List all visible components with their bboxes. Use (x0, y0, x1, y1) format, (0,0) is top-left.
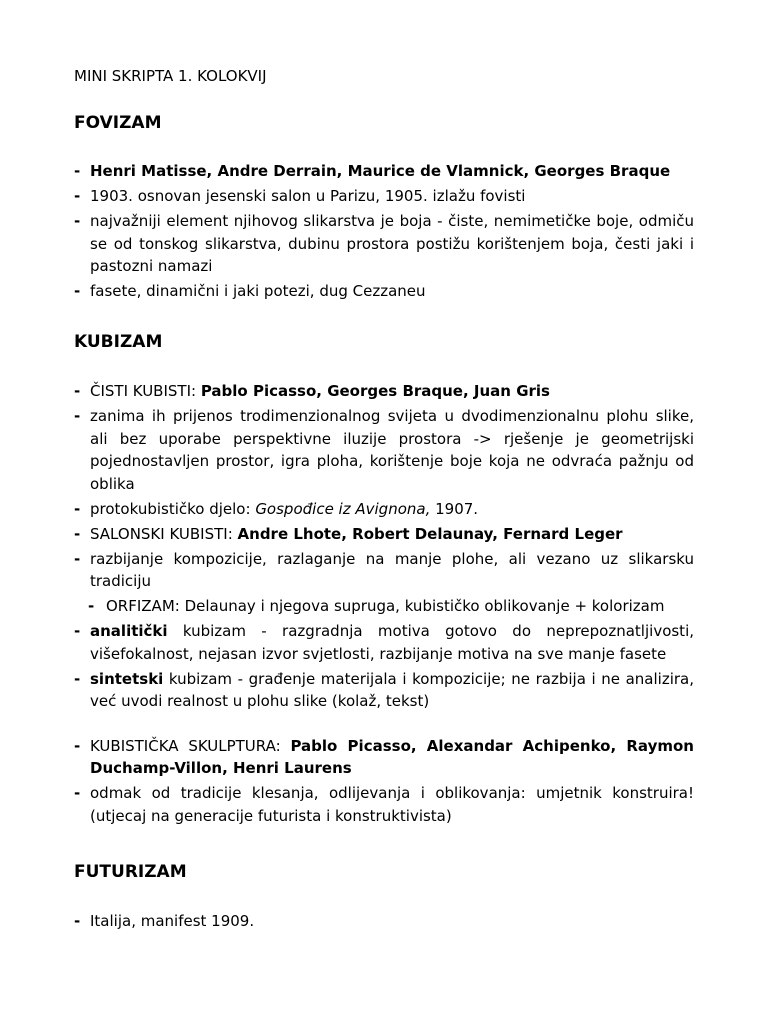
item-prefix: protokubističko djelo: (90, 499, 256, 518)
item-text: 1903. osnovan jesenski salon u Parizu, 1905. izlažu fovisti (90, 187, 526, 205)
futurizam-list (74, 910, 694, 935)
bullet-dash: - (74, 549, 81, 568)
section-heading-fovizam: FOVIZAM (74, 113, 162, 133)
item-text: Italija, manifest 1909. (90, 912, 255, 930)
item-suffix: 1907. (430, 499, 479, 518)
item-prefix: SALONSKI KUBISTI: (90, 524, 238, 543)
bullet-dash: - (74, 282, 81, 300)
list-item (74, 160, 694, 183)
document-title: MINI SKRIPTA 1. KOLOKVIJ (74, 67, 267, 85)
list-item (74, 782, 694, 827)
artwork-title: Gospođice iz Avignona, (255, 499, 431, 518)
artist-names: Henri Matisse, Andre Derrain, Maurice de Vlamnick, Georges Braque (90, 162, 671, 180)
bullet-dash: - (74, 912, 81, 930)
item-text: razbijanje kompozicije, razlaganje na manje plohe, ali vezano uz slikarsku tradiciju (90, 549, 694, 590)
list-item-nested (74, 595, 694, 618)
bullet-dash: - (74, 162, 81, 180)
fovizam-list (74, 160, 694, 305)
item-text: ORFIZAM: Delaunay i njegova supruga, kubističko oblikovanje + kolorizam (106, 597, 665, 615)
bullet-dash: - (74, 669, 81, 688)
item-text: najvažniji element njihovog slikarstva je boja - čiste, nemimetičke boje, odmiču se od tonskog slikarstva, dubinu prostora postižu korištenjem boja, česti jaki i pastozni namazi (90, 212, 694, 275)
bullet-dash: - (74, 622, 81, 640)
list-item (74, 735, 694, 780)
item-text: odmak od tradicije klesanja, odlijevanja i oblikovanja: umjetnik konstruira! (utjecaj na generacije futurista i konstruktivista) (90, 784, 694, 825)
item-suffix: kubizam - građenje materijala i kompozicije; ne razbija i ne analizira, već uvodi realnost u plohu slike (kolaž, tekst) (90, 669, 694, 710)
bullet-dash: - (74, 382, 81, 400)
bullet-dash: - (74, 212, 81, 230)
section-heading-kubizam: KUBIZAM (74, 332, 163, 352)
item-prefix: KUBISTIČKA SKULPTURA: (90, 736, 291, 755)
item-prefix: ČISTI KUBISTI: (90, 382, 201, 400)
list-item (74, 280, 694, 303)
bullet-dash: - (74, 736, 81, 755)
item-text: zanima ih prijenos trodimenzionalnog svijeta u dvodimenzionalnu plohu slike, ali bez uporabe perspektivne iluzije prostora -> rješenje je geometrijski pojednostavljen prostor, igra ploha, korištenje boje koja ne odvraća pažnju od oblika (90, 407, 694, 493)
list-item (74, 380, 694, 403)
section-heading-futurizam: FUTURIZAM (74, 862, 187, 882)
bullet-dash: - (74, 187, 81, 205)
bullet-dash: - (74, 784, 81, 802)
bullet-dash: - (74, 407, 81, 425)
list-item (74, 210, 694, 278)
item-suffix: kubizam - razgradnja motiva gotovo do neprepoznatljivosti, višefokalnost, nejasan izvor svjetlosti, razbijanje motiva na sve manje fasete (90, 622, 694, 663)
artist-names: Pablo Picasso, Georges Braque, Juan Gris (200, 382, 550, 400)
list-item (74, 185, 694, 208)
list-item (74, 910, 694, 933)
list-item (74, 523, 694, 546)
bullet-dash: - (74, 524, 81, 543)
list-item (74, 668, 694, 713)
bullet-dash: - (74, 499, 81, 518)
artist-names: Andre Lhote, Robert Delaunay, Fernard Leger (237, 524, 623, 543)
list-item (74, 405, 694, 495)
list-item (74, 498, 694, 521)
item-text: fasete, dinamični i jaki potezi, dug Cezzaneu (90, 282, 426, 300)
artist-names: Pablo Picasso, Alexandar Achipenko, Raymon Duchamp-Villon, Henri Laurens (90, 736, 694, 777)
term: sintetski (90, 669, 164, 688)
kubizam-list (74, 380, 694, 830)
bullet-dash: - (88, 597, 95, 615)
list-item (74, 620, 694, 665)
list-item (74, 548, 694, 593)
term: analitički (90, 622, 168, 640)
